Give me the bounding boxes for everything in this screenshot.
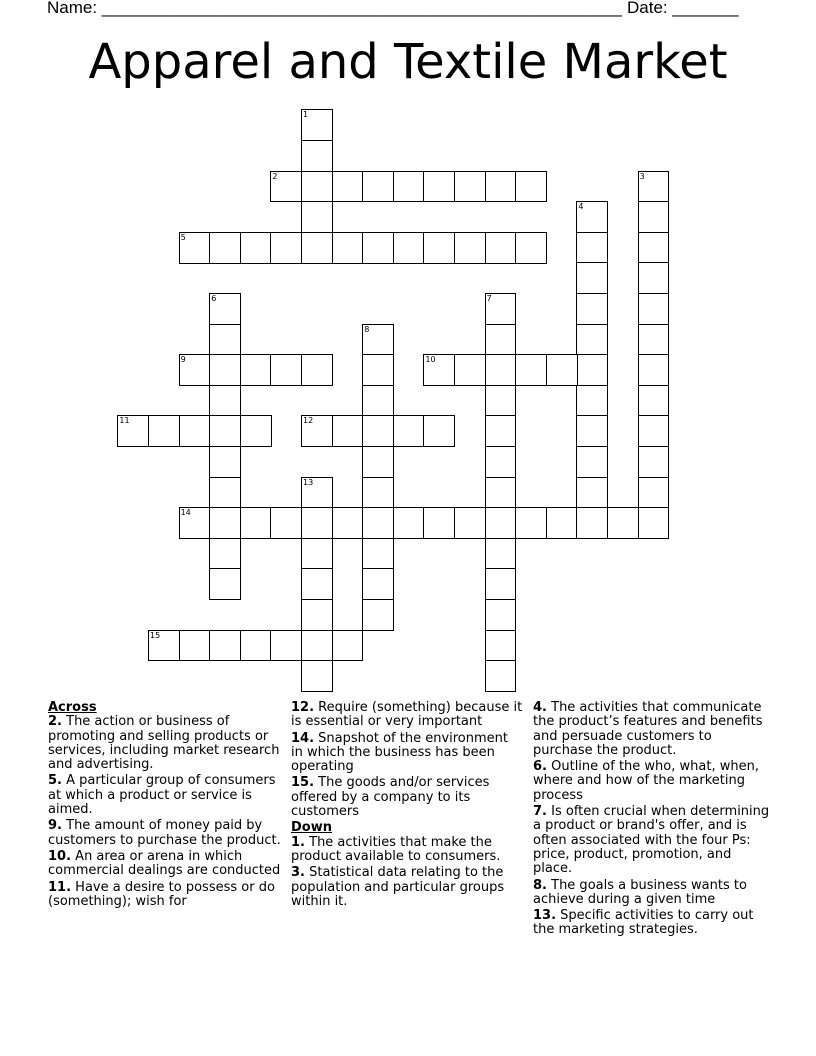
grid-cell[interactable]	[546, 507, 578, 539]
grid-cell[interactable]	[638, 262, 670, 294]
grid-cell[interactable]	[638, 415, 670, 447]
grid-cell[interactable]	[638, 201, 670, 233]
grid-cell[interactable]	[576, 446, 608, 478]
clue-number-label: 5	[180, 232, 186, 242]
grid-cell[interactable]	[179, 507, 211, 539]
clue-number-label: 13	[303, 477, 314, 487]
clue-across-14: 14. Snapshot of the environment in which the business has been operating	[291, 730, 508, 775]
grid-cell[interactable]	[148, 415, 180, 447]
grid-cell[interactable]	[209, 568, 241, 600]
clue-number-label: 15	[150, 630, 161, 640]
grid-cell[interactable]	[576, 477, 608, 509]
grid-cell[interactable]	[332, 630, 364, 662]
grid-cell[interactable]	[393, 232, 425, 264]
name-field: Name: _______________________________________________________	[47, 0, 622, 17]
grid-cell[interactable]	[515, 232, 547, 264]
grid-cell[interactable]	[485, 599, 517, 631]
grid-cell[interactable]	[576, 507, 608, 539]
grid-cell[interactable]	[209, 293, 241, 325]
grid-cell[interactable]	[454, 171, 486, 203]
grid-cell[interactable]	[240, 232, 272, 264]
grid-cell[interactable]	[607, 507, 639, 539]
page-title: Apparel and Textile Market	[88, 34, 728, 90]
grid-cell[interactable]	[209, 630, 241, 662]
grid-cell[interactable]	[423, 415, 455, 447]
grid-cell[interactable]	[117, 415, 149, 447]
grid-cell[interactable]	[362, 415, 394, 447]
grid-cell[interactable]	[301, 568, 333, 600]
clue-across-15: 15. The goods and/or services offered by a company to its customers	[291, 775, 490, 820]
grid-cell[interactable]	[362, 507, 394, 539]
grid-cell[interactable]	[301, 507, 333, 539]
clue-number-label: 6	[211, 294, 217, 303]
grid-cell[interactable]	[515, 354, 547, 386]
grid-cell[interactable]	[209, 446, 241, 478]
grid-cell[interactable]	[638, 477, 670, 509]
grid-cell[interactable]	[362, 385, 394, 417]
grid-cell[interactable]	[301, 660, 333, 692]
grid-cell[interactable]	[393, 171, 425, 203]
grid-cell[interactable]	[209, 538, 241, 570]
grid-cell[interactable]	[301, 201, 333, 233]
grid-cell[interactable]	[332, 171, 364, 203]
clue-number-label: 12	[303, 416, 314, 426]
grid-cell[interactable]	[515, 507, 547, 539]
grid-cell[interactable]	[362, 171, 394, 203]
grid-cell[interactable]	[638, 171, 670, 203]
grid-cell[interactable]	[332, 232, 364, 264]
grid-cell[interactable]	[485, 232, 517, 264]
grid-cell[interactable]	[485, 354, 517, 386]
grid-cell[interactable]	[209, 477, 241, 509]
clue-down-8: 8. The goals a business wants to achieve during a given time	[533, 877, 747, 907]
grid-cell[interactable]	[576, 324, 608, 356]
clue-across-2: 2. The action or business of promoting and selling products or services, including market research and advertising.	[48, 714, 280, 773]
clue-across-5: 5. A particular group of consumers at which a product or service is aimed.	[48, 773, 276, 818]
clue-number-label: 7	[486, 294, 492, 303]
grid-cell[interactable]	[332, 507, 364, 539]
grid-cell[interactable]	[240, 415, 272, 447]
grid-cell[interactable]	[179, 232, 211, 264]
grid-cell[interactable]	[485, 477, 517, 509]
grid-cell[interactable]	[576, 415, 608, 447]
grid-cell[interactable]	[362, 599, 394, 631]
grid-cell[interactable]	[423, 354, 455, 386]
grid-cell[interactable]	[638, 324, 670, 356]
clue-number-label: 10	[425, 355, 436, 365]
grid-cell[interactable]	[485, 507, 517, 539]
clue-down-4: 4. The activities that communicate the product’s features and benefits and persuade customers to purchase the product.	[533, 700, 763, 758]
across-heading: Across	[48, 700, 97, 715]
grid-cell[interactable]	[240, 507, 272, 539]
grid-cell[interactable]	[638, 354, 670, 386]
grid-cell[interactable]	[362, 446, 394, 478]
grid-cell[interactable]	[362, 324, 394, 356]
grid-cell[interactable]	[209, 415, 241, 447]
grid-cell[interactable]	[301, 140, 333, 172]
clue-number-label: 3	[639, 171, 645, 181]
clue-across-11: 11. Have a desire to possess or do (something); wish for	[48, 879, 275, 909]
clue-number-label: 1	[303, 110, 309, 120]
clue-number-label: 9	[180, 355, 186, 365]
grid-cell[interactable]	[179, 630, 211, 662]
grid-cell[interactable]	[638, 232, 670, 264]
grid-cell[interactable]	[270, 630, 302, 662]
date-field: Date: _______	[627, 0, 739, 17]
grid-cell[interactable]	[638, 385, 670, 417]
grid-cell[interactable]	[301, 477, 333, 509]
grid-cell[interactable]	[485, 630, 517, 662]
grid-cell[interactable]	[301, 599, 333, 631]
grid-cell[interactable]	[209, 354, 241, 386]
grid-cell[interactable]	[638, 507, 670, 539]
grid-cell[interactable]	[485, 446, 517, 478]
grid-cell[interactable]	[209, 385, 241, 417]
clue-number-label: 14	[180, 508, 191, 518]
grid-cell[interactable]	[362, 477, 394, 509]
clue-number-label: 4	[578, 202, 584, 212]
clue-column-2	[291, 701, 523, 911]
grid-cell[interactable]	[393, 415, 425, 447]
grid-cell[interactable]	[485, 415, 517, 447]
clue-number-label: 2	[272, 171, 278, 181]
grid-cell[interactable]	[362, 354, 394, 386]
grid-cell[interactable]	[301, 354, 333, 386]
clue-column-1	[48, 701, 284, 911]
grid-cell[interactable]	[638, 446, 670, 478]
grid-cell[interactable]	[270, 232, 302, 264]
grid-cell[interactable]	[576, 293, 608, 325]
grid-cell[interactable]	[332, 415, 364, 447]
clue-down-6: 6. Outline of the who, what, when, where and how of the marketing process	[533, 759, 759, 803]
grid-cell[interactable]	[301, 630, 333, 662]
grid-cell[interactable]	[270, 171, 302, 203]
grid-cell[interactable]	[454, 232, 486, 264]
grid-cell[interactable]	[240, 354, 272, 386]
clue-across-10: 10. An area or arena in which commercial dealings are conducted	[48, 848, 281, 879]
grid-cell[interactable]	[270, 354, 302, 386]
grid-cell[interactable]	[179, 415, 211, 447]
grid-cell[interactable]	[485, 171, 517, 203]
grid-cell[interactable]	[485, 385, 517, 417]
clue-down-3: 3. Statistical data relating to the population and particular groups within it.	[291, 865, 505, 909]
grid-cell[interactable]	[423, 507, 455, 539]
grid-cell[interactable]	[485, 660, 517, 692]
grid-cell[interactable]	[362, 568, 394, 600]
clue-number-label: 11	[119, 416, 130, 426]
grid-cell[interactable]	[301, 415, 333, 447]
grid-cell[interactable]	[576, 232, 608, 264]
grid-cell[interactable]	[270, 507, 302, 539]
grid-cell[interactable]	[454, 507, 486, 539]
clue-down-7: 7. Is often crucial when determining a product or brand's offer, and is often associated with the four Ps: price, product, promotion, and place.	[533, 804, 770, 877]
grid-cell[interactable]	[485, 538, 517, 570]
clue-down-1: 1. The activities that make the product available to consumers.	[291, 834, 501, 864]
clue-column-3	[533, 701, 773, 940]
grid-cell[interactable]	[546, 354, 578, 386]
grid-cell[interactable]	[576, 201, 608, 233]
grid-cell[interactable]	[301, 171, 333, 203]
grid-cell[interactable]	[301, 538, 333, 570]
grid-cell[interactable]	[209, 507, 241, 539]
grid-cell[interactable]	[485, 324, 517, 356]
down-heading: Down	[291, 820, 332, 836]
grid-cell[interactable]	[638, 293, 670, 325]
grid-cell[interactable]	[576, 385, 608, 417]
grid-cell[interactable]	[209, 324, 241, 356]
clue-across-12: 12. Require (something) because it is essential or very important	[291, 700, 523, 730]
grid-cell[interactable]	[423, 171, 455, 203]
grid-cell[interactable]	[301, 109, 333, 141]
grid-cell[interactable]	[301, 232, 333, 264]
grid-cell[interactable]	[393, 507, 425, 539]
grid-cell[interactable]	[576, 354, 608, 386]
clue-down-13: 13. Specific activities to carry out the marketing strategies.	[533, 908, 754, 938]
grid-cell[interactable]	[423, 232, 455, 264]
grid-cell[interactable]	[485, 568, 517, 600]
grid-cell[interactable]	[485, 293, 517, 325]
grid-cell[interactable]	[240, 630, 272, 662]
grid-cell[interactable]	[209, 232, 241, 264]
grid-cell[interactable]	[515, 171, 547, 203]
grid-cell[interactable]	[576, 262, 608, 294]
clue-number-label: 8	[364, 324, 370, 334]
clue-across-9: 9. The amount of money paid by customers to purchase the product.	[48, 818, 281, 848]
grid-cell[interactable]	[454, 354, 486, 386]
grid-cell[interactable]	[362, 232, 394, 264]
grid-cell[interactable]	[362, 538, 394, 570]
grid-cell[interactable]	[179, 354, 211, 386]
grid-cell[interactable]	[148, 630, 180, 662]
